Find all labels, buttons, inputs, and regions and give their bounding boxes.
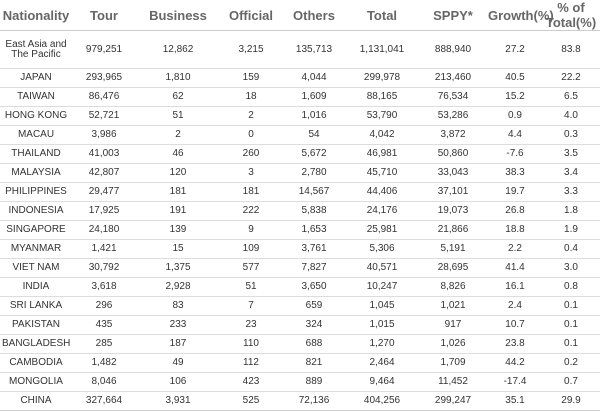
cell-tour: 8,046	[72, 373, 136, 392]
cell-business: 181	[136, 183, 220, 202]
cell-total: 25,981	[346, 221, 418, 240]
cell-total: 299,978	[346, 69, 418, 88]
cell-growth: 16.1	[488, 278, 542, 297]
table-row	[0, 69, 600, 88]
cell-business: 2	[136, 126, 220, 145]
cell-others: 2,780	[282, 164, 346, 183]
cell-official: 0	[220, 126, 282, 145]
cell-sppy: 213,460	[418, 69, 488, 88]
cell-business: 12,862	[136, 31, 220, 69]
column-header-percent-of-total: % of Total(%)	[542, 0, 600, 31]
cell-others: 14,567	[282, 183, 346, 202]
table-row	[0, 335, 600, 354]
table-row	[0, 145, 600, 164]
cell-business: 62	[136, 88, 220, 107]
cell-total: 1,015	[346, 316, 418, 335]
cell-others: 889	[282, 373, 346, 392]
cell-business: 83	[136, 297, 220, 316]
cell-others: 5,672	[282, 145, 346, 164]
cell-percent-of-total: 0.8	[542, 278, 600, 297]
cell-percent-of-total: 0.1	[542, 335, 600, 354]
cell-nationality: MONGOLIA	[0, 373, 72, 392]
cell-nationality: SRI LANKA	[0, 297, 72, 316]
cell-sppy: 11,452	[418, 373, 488, 392]
cell-tour: 327,664	[72, 392, 136, 411]
cell-sppy: 76,534	[418, 88, 488, 107]
cell-tour: 3,986	[72, 126, 136, 145]
cell-tour: 293,965	[72, 69, 136, 88]
table-header	[0, 0, 600, 31]
cell-growth: 38.3	[488, 164, 542, 183]
cell-business: 1,810	[136, 69, 220, 88]
cell-percent-of-total: 0.1	[542, 316, 600, 335]
table-row	[0, 373, 600, 392]
cell-percent-of-total: 4.0	[542, 107, 600, 126]
cell-others: 72,136	[282, 392, 346, 411]
cell-nationality: MACAU	[0, 126, 72, 145]
cell-others: 324	[282, 316, 346, 335]
cell-growth: 44.2	[488, 354, 542, 373]
cell-total: 53,790	[346, 107, 418, 126]
cell-sppy: 50,860	[418, 145, 488, 164]
cell-total: 45,710	[346, 164, 418, 183]
table-row	[0, 183, 600, 202]
cell-others: 1,653	[282, 221, 346, 240]
cell-percent-of-total: 0.1	[542, 297, 600, 316]
cell-sppy: 53,286	[418, 107, 488, 126]
cell-sppy: 19,073	[418, 202, 488, 221]
cell-tour: 296	[72, 297, 136, 316]
cell-business: 187	[136, 335, 220, 354]
cell-percent-of-total: 83.8	[542, 31, 600, 69]
cell-business: 51	[136, 107, 220, 126]
cell-percent-of-total: 0.4	[542, 240, 600, 259]
cell-others: 3,650	[282, 278, 346, 297]
cell-nationality: VIET NAM	[0, 259, 72, 278]
cell-tour: 979,251	[72, 31, 136, 69]
cell-growth: 2.4	[488, 297, 542, 316]
cell-total: 44,406	[346, 183, 418, 202]
table-row	[0, 354, 600, 373]
header-row	[0, 0, 600, 31]
cell-total: 10,247	[346, 278, 418, 297]
cell-business: 233	[136, 316, 220, 335]
table-row	[0, 221, 600, 240]
column-header-others: Others	[282, 0, 346, 31]
column-header-official: Official	[220, 0, 282, 31]
cell-others: 135,713	[282, 31, 346, 69]
cell-growth: -17.4	[488, 373, 542, 392]
cell-percent-of-total: 0.7	[542, 373, 600, 392]
cell-nationality: PHILIPPINES	[0, 183, 72, 202]
cell-growth: 18.8	[488, 221, 542, 240]
cell-official: 2	[220, 107, 282, 126]
table-row	[0, 88, 600, 107]
cell-nationality: East Asia and The Pacific	[0, 31, 72, 69]
table-row	[0, 297, 600, 316]
cell-sppy: 8,826	[418, 278, 488, 297]
cell-nationality: INDONESIA	[0, 202, 72, 221]
table-row	[0, 126, 600, 145]
cell-total: 4,042	[346, 126, 418, 145]
cell-total: 1,045	[346, 297, 418, 316]
cell-total: 88,165	[346, 88, 418, 107]
table-row	[0, 164, 600, 183]
cell-sppy: 1,021	[418, 297, 488, 316]
cell-official: 3	[220, 164, 282, 183]
cell-official: 23	[220, 316, 282, 335]
cell-growth: 2.2	[488, 240, 542, 259]
cell-business: 3,931	[136, 392, 220, 411]
table-row	[0, 278, 600, 297]
cell-tour: 17,925	[72, 202, 136, 221]
cell-official: 222	[220, 202, 282, 221]
column-header-sppy: SPPY*	[418, 0, 488, 31]
cell-others: 659	[282, 297, 346, 316]
cell-percent-of-total: 3.4	[542, 164, 600, 183]
cell-growth: 4.4	[488, 126, 542, 145]
column-header-total: Total	[346, 0, 418, 31]
cell-official: 18	[220, 88, 282, 107]
cell-others: 4,044	[282, 69, 346, 88]
cell-sppy: 1,026	[418, 335, 488, 354]
cell-total: 1,270	[346, 335, 418, 354]
cell-tour: 24,180	[72, 221, 136, 240]
cell-growth: 0.9	[488, 107, 542, 126]
cell-nationality: CHINA	[0, 392, 72, 411]
cell-tour: 435	[72, 316, 136, 335]
cell-nationality: PAKISTAN	[0, 316, 72, 335]
cell-nationality: JAPAN	[0, 69, 72, 88]
cell-official: 9	[220, 221, 282, 240]
cell-growth: 15.2	[488, 88, 542, 107]
cell-nationality: SINGAPORE	[0, 221, 72, 240]
cell-others: 3,761	[282, 240, 346, 259]
cell-sppy: 28,695	[418, 259, 488, 278]
cell-tour: 1,421	[72, 240, 136, 259]
cell-tour: 86,476	[72, 88, 136, 107]
cell-others: 54	[282, 126, 346, 145]
cell-others: 688	[282, 335, 346, 354]
cell-official: 112	[220, 354, 282, 373]
column-header-business: Business	[136, 0, 220, 31]
cell-sppy: 33,043	[418, 164, 488, 183]
cell-sppy: 299,247	[418, 392, 488, 411]
cell-total: 2,464	[346, 354, 418, 373]
cell-tour: 285	[72, 335, 136, 354]
cell-others: 7,827	[282, 259, 346, 278]
cell-nationality: CAMBODIA	[0, 354, 72, 373]
cell-sppy: 917	[418, 316, 488, 335]
cell-total: 24,176	[346, 202, 418, 221]
table-row	[0, 240, 600, 259]
cell-tour: 3,618	[72, 278, 136, 297]
cell-total: 1,131,041	[346, 31, 418, 69]
cell-nationality: BANGLADESH	[0, 335, 72, 354]
cell-growth: -7.6	[488, 145, 542, 164]
cell-percent-of-total: 0.2	[542, 354, 600, 373]
cell-others: 5,838	[282, 202, 346, 221]
cell-tour: 42,807	[72, 164, 136, 183]
cell-sppy: 5,191	[418, 240, 488, 259]
cell-nationality: TAIWAN	[0, 88, 72, 107]
column-header-nationality: Nationality	[0, 0, 72, 31]
cell-total: 40,571	[346, 259, 418, 278]
cell-nationality: INDIA	[0, 278, 72, 297]
cell-growth: 41.4	[488, 259, 542, 278]
cell-percent-of-total: 0.3	[542, 126, 600, 145]
cell-business: 139	[136, 221, 220, 240]
cell-official: 181	[220, 183, 282, 202]
cell-official: 525	[220, 392, 282, 411]
cell-others: 821	[282, 354, 346, 373]
cell-percent-of-total: 3.5	[542, 145, 600, 164]
cell-business: 106	[136, 373, 220, 392]
cell-growth: 23.8	[488, 335, 542, 354]
cell-business: 120	[136, 164, 220, 183]
table-row	[0, 392, 600, 411]
cell-percent-of-total: 22.2	[542, 69, 600, 88]
cell-total: 46,981	[346, 145, 418, 164]
cell-tour: 41,003	[72, 145, 136, 164]
table-row	[0, 202, 600, 221]
table-body	[0, 31, 600, 411]
cell-sppy: 3,872	[418, 126, 488, 145]
cell-others: 1,609	[282, 88, 346, 107]
cell-percent-of-total: 1.9	[542, 221, 600, 240]
table-row	[0, 107, 600, 126]
cell-total: 5,306	[346, 240, 418, 259]
cell-tour: 1,482	[72, 354, 136, 373]
cell-official: 109	[220, 240, 282, 259]
cell-business: 1,375	[136, 259, 220, 278]
cell-total: 9,464	[346, 373, 418, 392]
table-row	[0, 259, 600, 278]
cell-business: 49	[136, 354, 220, 373]
cell-official: 577	[220, 259, 282, 278]
cell-growth: 26.8	[488, 202, 542, 221]
cell-tour: 29,477	[72, 183, 136, 202]
cell-official: 51	[220, 278, 282, 297]
cell-percent-of-total: 6.5	[542, 88, 600, 107]
cell-sppy: 1,709	[418, 354, 488, 373]
cell-business: 2,928	[136, 278, 220, 297]
table-row	[0, 31, 600, 69]
cell-business: 15	[136, 240, 220, 259]
cell-percent-of-total: 3.0	[542, 259, 600, 278]
column-header-growth: Growth(%)	[488, 0, 542, 31]
cell-official: 423	[220, 373, 282, 392]
cell-growth: 19.7	[488, 183, 542, 202]
table-row	[0, 316, 600, 335]
cell-business: 46	[136, 145, 220, 164]
cell-nationality: THAILAND	[0, 145, 72, 164]
cell-sppy: 37,101	[418, 183, 488, 202]
cell-business: 191	[136, 202, 220, 221]
cell-growth: 35.1	[488, 392, 542, 411]
cell-tour: 52,721	[72, 107, 136, 126]
cell-growth: 10.7	[488, 316, 542, 335]
cell-nationality: HONG KONG	[0, 107, 72, 126]
cell-growth: 27.2	[488, 31, 542, 69]
cell-nationality: MALAYSIA	[0, 164, 72, 183]
cell-percent-of-total: 29.9	[542, 392, 600, 411]
cell-sppy: 21,866	[418, 221, 488, 240]
cell-tour: 30,792	[72, 259, 136, 278]
cell-percent-of-total: 1.8	[542, 202, 600, 221]
cell-others: 1,016	[282, 107, 346, 126]
cell-growth: 40.5	[488, 69, 542, 88]
cell-official: 260	[220, 145, 282, 164]
cell-nationality: MYANMAR	[0, 240, 72, 259]
column-header-tour: Tour	[72, 0, 136, 31]
cell-percent-of-total: 3.3	[542, 183, 600, 202]
cell-official: 3,215	[220, 31, 282, 69]
cell-official: 7	[220, 297, 282, 316]
cell-official: 159	[220, 69, 282, 88]
cell-sppy: 888,940	[418, 31, 488, 69]
cell-total: 404,256	[346, 392, 418, 411]
cell-official: 110	[220, 335, 282, 354]
